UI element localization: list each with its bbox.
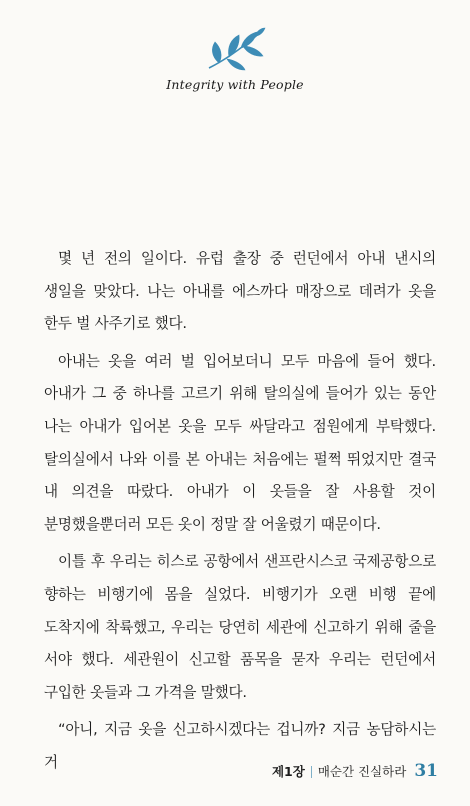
body-text [44,243,436,785]
page-footer [272,761,438,781]
chapter-label: 제1장 [271,764,305,779]
paragraph: 몇 년 전의 일이다. 유럽 출장 중 런던에서 아내 낸시의 생일을 맞았다. 나는 아내를 에스까다 매장으로 데려가 옷을 한두 벌 사주기로 했다. [44,250,436,333]
running-header-subtitle: Integrity with People [166,77,304,92]
paragraph: 이틀 후 우리는 히스로 공항에서 샌프란시스코 국제공항으로 향하는 비행기에 몸을 실었다. 비행기가 오랜 비행 끝에 도착지에 착륙했고, 우리는 당연히 세관에 신고하기 위해 줄을 서야 했다. 세관원이 신고할 품목을 묻자 우리는 런던에서 구입한 옷들과 그 가격을 말했다. [44,553,436,701]
page-number: 31 [414,761,438,781]
divider [311,766,312,778]
paragraph: 아내는 옷을 여러 벌 입어보더니 모두 마음에 들어 했다. 아내가 그 중 하나를 고르기 위해 탈의실에 들어가 있는 동안 나는 아내가 입어본 옷을 모두 싸달라고 점원에게 부탁했다. 탈의실에서 나와 이를 본 아내는 처음에는 펄쩍 뛰었지만 결국 내 의견을 따랐다. 아내가 이 옷들을 잘 사용할 것이 분명했을뿐더러 모든 옷이 정말 잘 어울렸기 때문이다. [44,352,436,533]
leaf-branch-icon [205,26,267,72]
section-title: 매순간 진실하라 [317,764,407,779]
paragraph: “아니, 지금 옷을 신고하시겠다는 겁니까? 지금 농담하시는 거 [44,721,436,771]
